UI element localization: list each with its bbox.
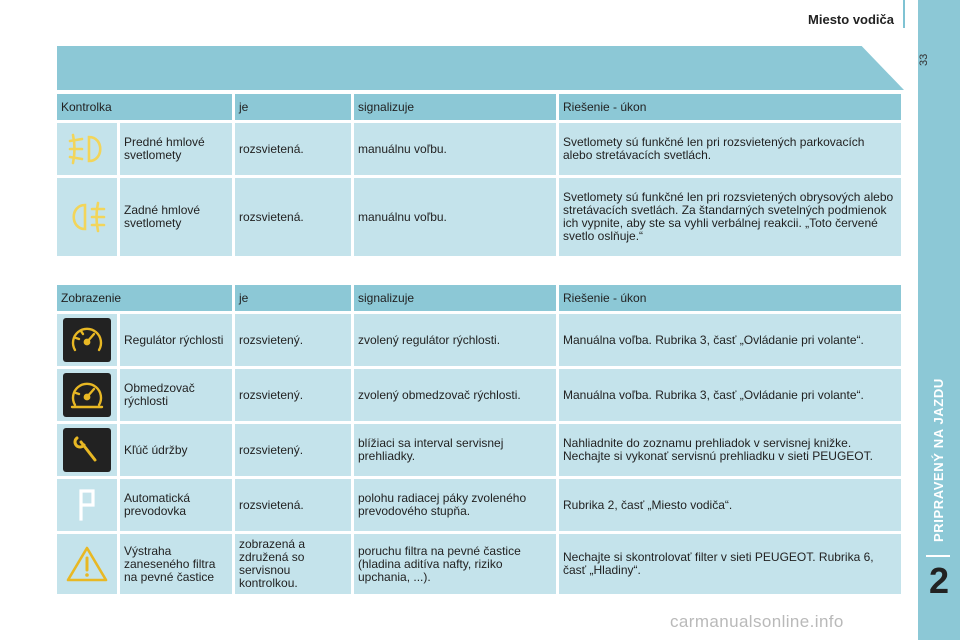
indicator-state: rozsvietená.: [235, 178, 351, 256]
indicator-solution: Manuálna voľba. Rubrika 3, časť „Ovládanie pri volante“.: [559, 314, 901, 366]
indicator-signal: poruchu filtra na pevné častice (hladina aditíva nafty, riziko upchania, ...).: [354, 534, 556, 594]
indicator-state: rozsvietený.: [235, 369, 351, 421]
watermark: carmanualsonline.info: [670, 612, 844, 631]
table-row: [57, 314, 901, 366]
column-header: Riešenie - úkon: [559, 285, 901, 311]
rear-fog-light-icon: [63, 195, 111, 239]
column-header: signalizuje: [354, 285, 556, 311]
indicator-solution: Nahliadnite do zoznamu prehliadok v servisnej knižke. Nechajte si vykonať servisnú prehliadku v sieti PEUGEOT.: [559, 424, 901, 476]
chapter-number: 2: [928, 560, 950, 601]
indicator-solution: Rubrika 2, časť „Miesto vodiča“.: [559, 479, 901, 531]
display-table: [54, 282, 904, 597]
indicator-solution: Nechajte si skontrolovať filter v sieti PEUGEOT. Rubrika 6, časť „Hladiny“.: [559, 534, 901, 594]
indicator-name: Predné hmlové svetlomety: [120, 123, 232, 175]
column-header: Riešenie - úkon: [559, 94, 901, 120]
column-header: je: [235, 94, 351, 120]
indicator-state: zobrazená a združená so servisnou kontrolkou.: [235, 534, 351, 594]
speed-limiter-icon: [63, 373, 111, 417]
table-header-row: [57, 285, 901, 311]
warning-triangle-icon: [63, 542, 111, 586]
indicator-name: Obmedzovač rýchlosti: [120, 369, 232, 421]
indicator-solution: Svetlomety sú funkčné len pri rozsvietených parkovacích alebo stretávacích svetlách.: [559, 123, 901, 175]
table-row: [57, 369, 901, 421]
wrench-icon: [63, 428, 111, 472]
indicator-signal: zvolený regulátor rýchlosti.: [354, 314, 556, 366]
indicator-table: [54, 91, 904, 259]
header-divider: [903, 0, 905, 28]
header-title: Miesto vodiča: [808, 12, 894, 27]
indicator-solution: Manuálna voľba. Rubrika 3, časť „Ovládanie pri volante“.: [559, 369, 901, 421]
table-row: [57, 178, 901, 256]
column-header: je: [235, 285, 351, 311]
front-fog-light-icon: [63, 127, 111, 171]
table-row: [57, 534, 901, 594]
cruise-control-icon: [63, 318, 111, 362]
indicator-solution: Svetlomety sú funkčné len pri rozsvietených obrysových alebo stretávacích svetlách. Za štandarných svetelných podmienok ich vypnite, aby ste sa vyhli verbálnej reakcii. „Toto červené svetlo oslňuje.“: [559, 178, 901, 256]
table-header-row: [57, 94, 901, 120]
indicator-signal: blížiaci sa interval servisnej prehliadky.: [354, 424, 556, 476]
indicator-signal: polohu radiacej páky zvoleného prevodového stupňa.: [354, 479, 556, 531]
indicator-name: Kľúč údržby: [120, 424, 232, 476]
column-header: signalizuje: [354, 94, 556, 120]
indicator-state: rozsvietený.: [235, 424, 351, 476]
indicator-name: Regulátor rýchlosti: [120, 314, 232, 366]
section-banner: [57, 46, 904, 90]
indicator-signal: manuálnu voľbu.: [354, 178, 556, 256]
table-row: [57, 424, 901, 476]
indicator-name: Automatická prevodovka: [120, 479, 232, 531]
indicator-state: rozsvietená.: [235, 123, 351, 175]
indicator-state: rozsvietený.: [235, 314, 351, 366]
indicator-signal: manuálnu voľbu.: [354, 123, 556, 175]
indicator-name: Výstraha zaneseného filtra na pevné častice: [120, 534, 232, 594]
column-header: Kontrolka: [57, 94, 232, 120]
side-separator: [926, 555, 950, 557]
gear-p-icon: [63, 483, 111, 527]
table-row: [57, 123, 901, 175]
page-number: 33: [918, 53, 930, 66]
indicator-state: rozsvietená.: [235, 479, 351, 531]
table-row: [57, 479, 901, 531]
indicator-name: Zadné hmlové svetlomety: [120, 178, 232, 256]
side-chapter-label: PRIPRAVENÝ NA JAZDU: [931, 378, 946, 542]
indicator-signal: zvolený obmedzovač rýchlosti.: [354, 369, 556, 421]
column-header: Zobrazenie: [57, 285, 232, 311]
